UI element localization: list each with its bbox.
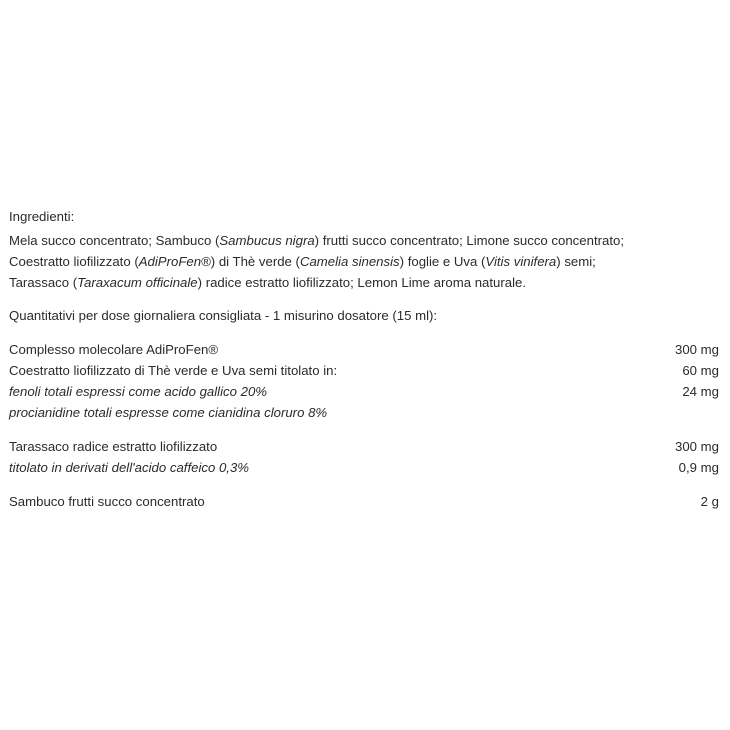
nutrient-value: 60 mg xyxy=(682,363,719,378)
nutrient-value: 300 mg xyxy=(675,439,719,454)
nutrient-label: Coestratto liofilizzato di Thè verde e Uva semi titolato in: xyxy=(9,363,338,378)
ingredients-line-2-part-a: Coestratto liofilizzato ( xyxy=(9,254,139,269)
ingredients-line-2-part-c: ) di Thè verde ( xyxy=(210,254,300,269)
nutrient-value: 300 mg xyxy=(675,342,719,357)
nutrient-label: Tarassaco radice estratto liofilizzato xyxy=(9,439,218,454)
vitis-latin-name: Vitis vinifera xyxy=(485,254,557,269)
ingredients-heading: Ingredienti: xyxy=(9,209,75,224)
nutrient-label: Sambuco frutti succo concentrato xyxy=(9,494,205,509)
nutrient-value: 0,9 mg xyxy=(678,460,719,475)
ingredients-line-1 xyxy=(9,233,624,249)
ingredients-line-1-part-a: Mela succo concentrato; Sambuco ( xyxy=(9,233,220,248)
ingredients-line-2-part-e: ) foglie e Uva ( xyxy=(399,254,486,269)
ingredients-line-2-part-g: ) semi; xyxy=(556,254,596,269)
ingredients-line-3-part-a: Tarassaco ( xyxy=(9,275,78,290)
ingredients-line-2 xyxy=(9,254,596,270)
camelia-latin-name: Camelia sinensis xyxy=(299,254,400,269)
taraxacum-latin-name: Taraxacum officinale xyxy=(77,275,198,290)
nutrient-value: 2 g xyxy=(700,494,719,509)
nutrient-value: 24 mg xyxy=(682,384,719,399)
nutrient-label: procianidine totali espresse come cianidina cloruro 8% xyxy=(9,405,328,420)
sambucus-latin-name: Sambucus nigra xyxy=(219,233,315,248)
nutrient-label: titolato in derivati dell'acido caffeico 0,3% xyxy=(9,460,250,475)
dose-heading: Quantitativi per dose giornaliera consigliata - 1 misurino dosatore (15 ml): xyxy=(9,308,438,323)
nutrient-label: Complesso molecolare AdiProFen® xyxy=(9,342,219,357)
ingredients-line-3-part-c: ) radice estratto liofilizzato; Lemon Lime aroma naturale. xyxy=(197,275,527,290)
ingredients-line-3 xyxy=(9,275,526,291)
ingredients-line-1-part-c: ) frutti succo concentrato; Limone succo concentrato; xyxy=(314,233,624,248)
nutrient-label: fenoli totali espressi come acido gallico 20% xyxy=(9,384,268,399)
adiprofen-name: AdiProFen® xyxy=(138,254,211,269)
